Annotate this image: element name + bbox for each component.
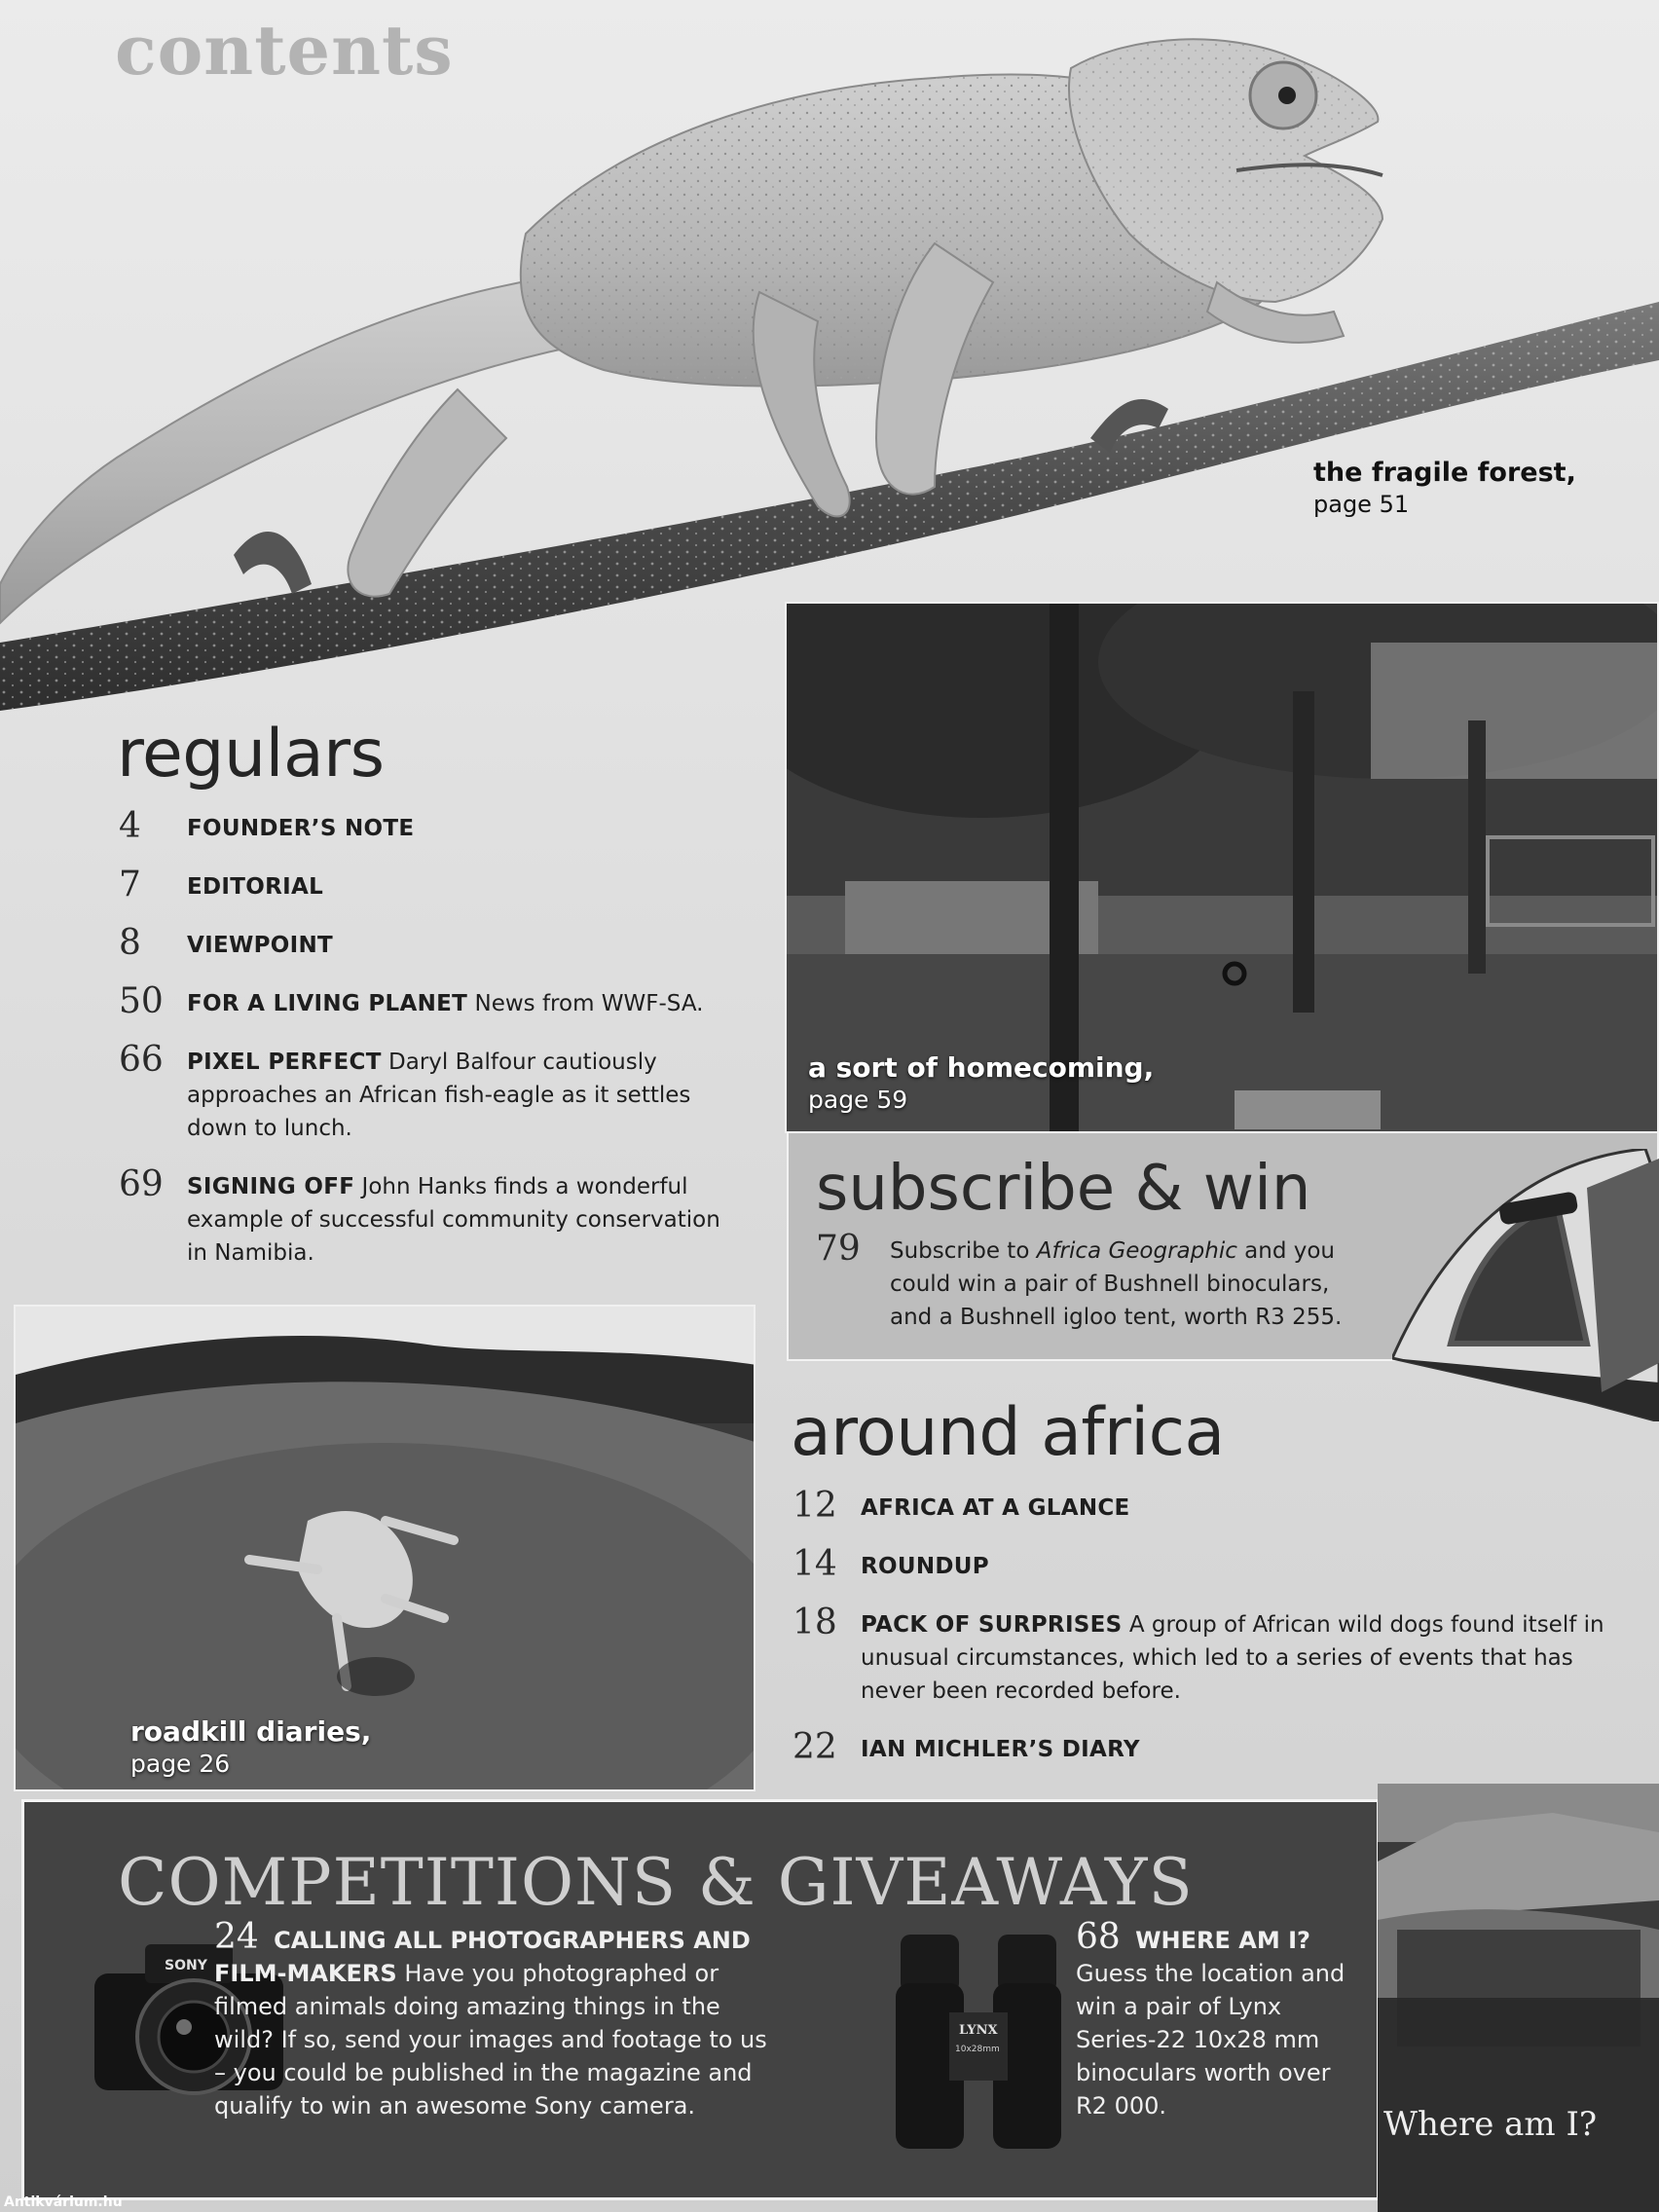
list-item [793, 1546, 1649, 1604]
page-number: 8 [119, 923, 141, 963]
page-number: 7 [119, 865, 141, 904]
page-number: 24 [214, 1917, 259, 1957]
around-africa-list [793, 1488, 1649, 1766]
list-item [119, 1042, 742, 1166]
road-scene-image [16, 1307, 756, 1791]
binocular-model: 10x28mm [955, 2045, 1000, 2054]
caption-page: page 51 [1313, 491, 1410, 518]
caption-title: roadkill diaries, [130, 1715, 372, 1748]
page-number: 68 [1076, 1917, 1121, 1957]
page-number: 18 [793, 1603, 837, 1642]
homecoming-photo [785, 602, 1659, 1133]
text-part: and you could win a pair of Bushnell binoculars, and a Bushnell igloo tent, worth R3 255. [890, 1238, 1343, 1330]
fragile-forest-caption [1313, 458, 1576, 520]
page-title: contents [115, 10, 454, 91]
magazine-name: Africa Geographic [1036, 1238, 1237, 1264]
competitions-heading: COMPETITIONS & GIVEAWAYS [118, 1845, 1194, 1920]
regulars-heading: regulars [117, 716, 385, 793]
page-number: 69 [119, 1164, 164, 1204]
caption-page: page 26 [130, 1750, 231, 1778]
page-number: 50 [119, 981, 164, 1021]
item-desc: Daryl Balfour cautiously approaches an African fish-eagle as it settles down to lunch. [187, 1050, 691, 1141]
item-title: EDITORIAL [187, 874, 324, 900]
subscribe-text [890, 1235, 1377, 1334]
competition-item-where-am-i [1076, 1917, 1348, 2122]
tent-image [1392, 1149, 1659, 1421]
competition-item-photographers [214, 1917, 779, 2122]
item-title: PACK OF SURPRISES [861, 1612, 1123, 1638]
roadkill-caption [130, 1715, 371, 1780]
list-item [793, 1729, 1649, 1766]
item-desc: News from WWF-SA. [474, 991, 704, 1016]
list-item [793, 1488, 1649, 1546]
camera-brand: SONY [165, 1958, 207, 1973]
list-item [119, 808, 742, 866]
around-africa-heading: around africa [791, 1394, 1225, 1471]
page-number: 14 [793, 1544, 837, 1584]
list-item [119, 983, 742, 1042]
regulars-list [119, 808, 742, 1270]
subscribe-heading: subscribe & win [816, 1153, 1311, 1225]
list-item [119, 1166, 742, 1270]
item-desc: Have you photographed or filmed animals doing amazing things in the wild? If so, send your images and footage to us – you could be published in the magazine and qualify to win an awesome Sony camera. [214, 1960, 767, 2120]
where-am-i-thumbnail [1378, 1784, 1659, 2212]
item-title: AFRICA AT A GLANCE [861, 1495, 1130, 1521]
watermark: Antikvárium.hu [4, 2194, 123, 2210]
homecoming-caption [808, 1051, 1154, 1116]
item-title: CALLING ALL PHOTOGRAPHERS AND FILM-MAKERS [214, 1927, 751, 1987]
item-title: VIEWPOINT [187, 933, 334, 958]
page-number: 12 [793, 1486, 837, 1526]
item-desc: John Hanks finds a wonderful example of successful community conservation in Namibia. [187, 1174, 720, 1266]
list-item [793, 1604, 1649, 1729]
item-desc: A group of African wild dogs found itself in unusual circumstances, which led to a series of events that has never been recorded before. [861, 1612, 1604, 1704]
item-title: PIXEL PERFECT [187, 1050, 382, 1075]
item-title: FOR A LIVING PLANET [187, 991, 468, 1016]
item-title: IAN MICHLER’S DIARY [861, 1737, 1140, 1762]
caption-page: page 59 [808, 1086, 908, 1114]
page-number: 66 [119, 1040, 164, 1080]
competitions-panel [21, 1799, 1380, 2200]
where-am-i-title: Where am I? [1383, 2105, 1598, 2144]
list-item [119, 866, 742, 925]
list-item [119, 925, 742, 983]
item-title: WHERE AM I? [1135, 1927, 1310, 1954]
item-title: ROUNDUP [861, 1554, 989, 1579]
text-part: Subscribe to [890, 1238, 1037, 1264]
page-number: 4 [119, 806, 141, 846]
binoculars-image [891, 1935, 1066, 2158]
landscape-image [1378, 1784, 1659, 2212]
roadkill-photo [14, 1305, 756, 1791]
page-number: 79 [816, 1229, 861, 1269]
item-desc: Guess the location and win a pair of Lynx Series-22 10x28 mm binoculars worth over R2 000. [1076, 1960, 1346, 2120]
item-title: SIGNING OFF [187, 1174, 355, 1199]
item-title: FOUNDER’S NOTE [187, 816, 415, 841]
page-number: 22 [793, 1727, 837, 1767]
binocular-brand: LYNX [959, 2023, 998, 2038]
caption-title: a sort of homecoming, [808, 1051, 1155, 1084]
caption-title: the fragile forest, [1313, 458, 1576, 488]
